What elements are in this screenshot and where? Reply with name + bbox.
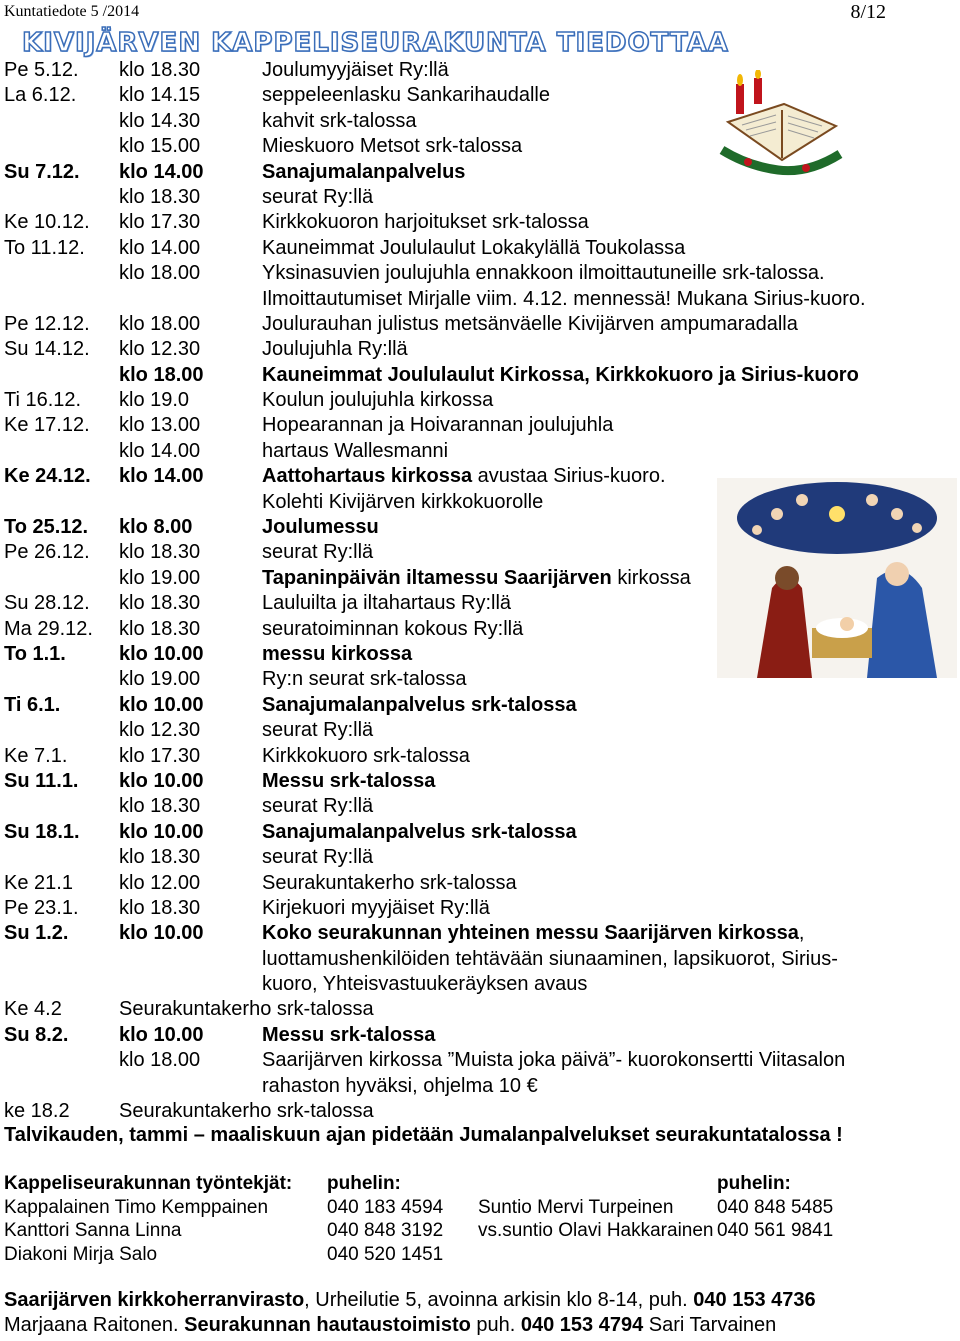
event-date: Su 18.1. <box>4 820 80 843</box>
event-text: Kauneimmat Joululaulut Kirkossa, Kirkkokuoro ja Sirius-kuoro <box>262 363 859 386</box>
event-row <box>0 1099 960 1124</box>
winter-note: Talvikauden, tammi – maaliskuun ajan pidetään Jumalanpalvelukset seurakuntatalossa ! <box>4 1124 843 1146</box>
event-time: klo 14.00 <box>119 160 204 183</box>
event-text: Kolehti Kivijärven kirkkokuorolle <box>262 490 544 513</box>
contact-name: Kappalainen Timo Kemppainen <box>4 1196 269 1218</box>
banner-title: KIVIJÄRVEN KAPPELISEURAKUNTA TIEDOTTAA <box>22 28 729 58</box>
office-line <box>4 1313 816 1338</box>
event-row <box>0 1023 960 1048</box>
event-row <box>0 83 960 108</box>
office-details: , Urheilutie 5, avoinna arkisin klo 8-14, puh. <box>304 1289 694 1311</box>
event-time: klo 18.30 <box>119 592 201 615</box>
event-date: Su 7.12. <box>4 160 80 183</box>
event-date: Ke 17.12. <box>4 414 90 437</box>
event-row <box>0 439 960 464</box>
event-row <box>0 896 960 921</box>
event-row <box>0 947 960 972</box>
page-number: 8/12 <box>850 1 886 23</box>
event-date: Pe 26.12. <box>4 541 90 564</box>
event-row <box>0 464 960 489</box>
event-row <box>0 540 960 565</box>
event-text: Messu srk-talossa <box>262 1023 436 1046</box>
event-text: Lauluilta ja iltahartaus Ry:llä <box>262 592 512 615</box>
event-text: seurat Ry:llä <box>262 541 374 564</box>
event-row <box>0 642 960 667</box>
event-time: klo 10.00 <box>119 693 204 716</box>
event-row <box>0 1074 960 1099</box>
event-text: Joulujuhla Ry:llä <box>262 338 408 361</box>
event-text: Aattohartaus kirkossa <box>262 465 473 488</box>
event-text: Yksinasuvien joulujuhla ennakkoon ilmoittautuneille srk-talossa. <box>262 262 825 285</box>
event-row <box>0 185 960 210</box>
event-time: klo 14.15 <box>119 84 201 107</box>
event-text-extra: , <box>798 922 805 945</box>
contact-row <box>0 1219 960 1243</box>
event-time: klo 14.00 <box>119 236 201 259</box>
contact-phone: 040 848 5485 <box>717 1196 834 1218</box>
event-text-extra: avustaa Sirius-kuoro. <box>472 465 666 488</box>
event-row <box>0 515 960 540</box>
event-date: Ke 21.1 <box>4 871 73 894</box>
event-row <box>0 1048 960 1073</box>
event-date: Ma 29.12. <box>4 617 93 640</box>
event-text: Koulun joulujuhla kirkossa <box>262 389 494 412</box>
event-date: To 25.12. <box>4 516 89 539</box>
event-row <box>0 236 960 261</box>
event-time: klo 12.00 <box>119 871 201 894</box>
event-date: Su 28.12. <box>4 592 90 615</box>
event-time: klo 19.00 <box>119 566 201 589</box>
event-date: Su 14.12. <box>4 338 90 361</box>
event-row <box>0 794 960 819</box>
event-schedule <box>0 58 960 1124</box>
event-time: klo 18.00 <box>119 1049 201 1072</box>
event-text: Mieskuoro Metsot srk-talossa <box>262 135 523 158</box>
event-date: To 11.12. <box>4 236 85 259</box>
event-row <box>0 388 960 413</box>
event-text: Ry:n seurat srk-talossa <box>262 668 467 691</box>
event-row <box>0 693 960 718</box>
event-date: Ke 10.12. <box>4 211 90 234</box>
event-time: klo 10.00 <box>119 820 204 843</box>
office-name: Seurakunnan hautaustoimisto <box>184 1314 471 1336</box>
event-text: Messu srk-talossa <box>262 769 436 792</box>
event-row <box>0 287 960 312</box>
event-text: hartaus Wallesmanni <box>262 439 449 462</box>
event-text: seurat Ry:llä <box>262 719 374 742</box>
event-text: kahvit srk-talossa <box>262 109 417 132</box>
event-row <box>0 413 960 438</box>
event-text: seppeleenlasku Sankarihaudalle <box>262 84 550 107</box>
event-time: klo 18.30 <box>119 59 201 81</box>
event-date: Ke 7.1. <box>4 744 68 767</box>
event-text: Kirkkokuoro srk-talossa <box>262 744 470 767</box>
event-date: Su 8.2. <box>4 1023 69 1046</box>
event-time: klo 18.30 <box>119 846 201 869</box>
event-time: klo 10.00 <box>119 1023 204 1046</box>
event-row <box>0 490 960 515</box>
office-name: Saarijärven kirkkoherranvirasto <box>4 1289 305 1311</box>
event-time: klo 18.00 <box>119 312 201 335</box>
event-row <box>0 972 960 997</box>
contacts-heading: Kappeliseurakunnan työntekjät: <box>4 1173 293 1194</box>
event-row <box>0 921 960 946</box>
event-row <box>0 617 960 642</box>
event-text: Sanajumalanpalvelus <box>262 160 466 183</box>
event-text: Tapaninpäivän iltamessu Saarijärven <box>262 566 612 589</box>
event-text: Kirkkokuoron harjoitukset srk-talossa <box>262 211 589 234</box>
office-contact: Marjaana Raitonen. <box>4 1314 185 1336</box>
event-time: klo 17.30 <box>119 744 201 767</box>
event-row <box>0 210 960 235</box>
event-text: Joulumyyjäiset Ry:llä <box>262 59 449 81</box>
page-header <box>0 0 960 28</box>
phone-heading: puhelin: <box>327 1173 401 1194</box>
event-text-extra: kirkossa <box>611 566 691 589</box>
event-time: klo 10.00 <box>119 922 204 945</box>
event-row <box>0 769 960 794</box>
contact-row <box>0 1196 960 1220</box>
publication-name: Kuntatiedote 5 /2014 <box>4 3 140 20</box>
event-time: klo 15.00 <box>119 135 201 158</box>
event-text: seuratoiminnan kokous Ry:llä <box>262 617 524 640</box>
event-time: klo 14.00 <box>119 439 201 462</box>
event-time: klo 19.0 <box>119 389 190 412</box>
event-row <box>0 845 960 870</box>
event-text: Ilmoittautumiset Mirjalle viim. 4.12. mennessä! Mukana Sirius-kuoro. <box>262 287 866 310</box>
event-text: Seurakuntakerho srk-talossa <box>119 1100 374 1123</box>
event-text: seurat Ry:llä <box>262 185 374 208</box>
event-row <box>0 58 960 83</box>
event-row <box>0 312 960 337</box>
office-contact: Sari Tarvainen <box>643 1314 777 1336</box>
contact-name: Diakoni Mirja Salo <box>4 1243 158 1265</box>
contact-row <box>0 1243 960 1267</box>
event-row <box>0 718 960 743</box>
office-line <box>4 1288 816 1313</box>
event-text: Kirjekuori myyjäiset Ry:llä <box>262 896 490 919</box>
event-row <box>0 744 960 769</box>
event-text: Kauneimmat Joululaulut Lokakylällä Toukolassa <box>262 236 686 259</box>
contacts-header <box>0 1172 960 1196</box>
event-text: Saarijärven kirkossa ”Muista joka päivä”- kuorokonsertti Viitasalon <box>262 1049 846 1072</box>
contacts-table <box>0 1172 960 1266</box>
office-phone: 040 153 4736 <box>693 1289 816 1311</box>
contact-name: Suntio Mervi Turpeinen <box>478 1196 674 1218</box>
event-row <box>0 820 960 845</box>
event-row <box>0 160 960 185</box>
event-date: Pe 12.12. <box>4 312 90 335</box>
phone-heading: puhelin: <box>717 1173 791 1194</box>
event-row <box>0 109 960 134</box>
contact-phone: 040 520 1451 <box>327 1243 444 1265</box>
contact-name: vs.suntio Olavi Hakkarainen <box>478 1220 714 1241</box>
event-time: klo 18.30 <box>119 795 201 818</box>
event-row <box>0 591 960 616</box>
event-row <box>0 363 960 388</box>
event-time: klo 18.30 <box>119 185 201 208</box>
event-time: klo 18.30 <box>119 896 201 919</box>
contact-name: Kanttori Sanna Linna <box>4 1220 182 1241</box>
event-text: Joulurauhan julistus metsänväelle Kivijärven ampumaradalla <box>262 312 798 335</box>
event-text: Hopearannan ja Hoivarannan joulujuhla <box>262 414 614 437</box>
event-date: La 6.12. <box>4 84 77 107</box>
contact-phone: 040 561 9841 <box>717 1220 834 1241</box>
event-date: Su 11.1. <box>4 769 79 792</box>
event-date: Pe 5.12. <box>4 59 79 81</box>
event-date: ke 18.2 <box>4 1100 70 1123</box>
event-text: rahaston hyväksi, ohjelma 10 € <box>262 1074 538 1097</box>
event-time: klo 18.30 <box>119 617 201 640</box>
event-date: Pe 23.1. <box>4 896 79 919</box>
event-time: klo 19.00 <box>119 668 201 691</box>
office-phone: 040 153 4794 <box>520 1314 644 1336</box>
event-row <box>0 667 960 692</box>
event-date: Su 1.2. <box>4 922 69 945</box>
event-time: klo 18.00 <box>119 363 204 386</box>
event-text: Joulumessu <box>262 516 379 539</box>
event-row <box>0 566 960 591</box>
event-text: Koko seurakunnan yhteinen messu Saarijärven kirkossa <box>262 922 799 945</box>
event-date: To 1.1. <box>4 642 66 665</box>
event-time: klo 12.30 <box>119 338 201 361</box>
event-time: klo 14.30 <box>119 109 201 132</box>
event-time: klo 14.00 <box>119 465 204 488</box>
event-text: Seurakuntakerho srk-talossa <box>262 871 517 894</box>
event-time: klo 10.00 <box>119 642 204 665</box>
event-text: Sanajumalanpalvelus srk-talossa <box>262 820 577 843</box>
event-text: seurat Ry:llä <box>262 846 374 869</box>
event-text: messu kirkossa <box>262 642 413 665</box>
event-date: Ti 16.12. <box>4 389 82 412</box>
event-row <box>0 337 960 362</box>
event-time: klo 17.30 <box>119 211 201 234</box>
event-date: Ke 24.12. <box>4 465 91 488</box>
event-date: Ti 6.1. <box>4 693 61 716</box>
contact-phone: 040 183 4594 <box>327 1196 444 1218</box>
office-info <box>4 1288 816 1338</box>
event-row <box>0 997 960 1022</box>
event-text: kuoro, Yhteisvastuukeräyksen avaus <box>262 973 588 996</box>
event-time: klo 10.00 <box>119 769 204 792</box>
event-text: seurat Ry:llä <box>262 795 374 818</box>
event-time: klo 18.30 <box>119 541 201 564</box>
contact-phone: 040 848 3192 <box>327 1220 444 1241</box>
event-time: klo 12.30 <box>119 719 201 742</box>
office-details: puh. <box>470 1314 521 1336</box>
event-row <box>0 261 960 286</box>
event-text: luottamushenkilöiden tehtävään siunaaminen, lapsikuorot, Sirius- <box>262 947 838 970</box>
event-time: klo 8.00 <box>119 516 193 539</box>
event-date: Ke 4.2 <box>4 998 62 1021</box>
event-row <box>0 134 960 159</box>
event-row <box>0 871 960 896</box>
event-text: Seurakuntakerho srk-talossa <box>119 998 374 1021</box>
event-time: klo 13.00 <box>119 414 201 437</box>
event-time: klo 18.00 <box>119 262 201 285</box>
event-text: Sanajumalanpalvelus srk-talossa <box>262 693 577 716</box>
